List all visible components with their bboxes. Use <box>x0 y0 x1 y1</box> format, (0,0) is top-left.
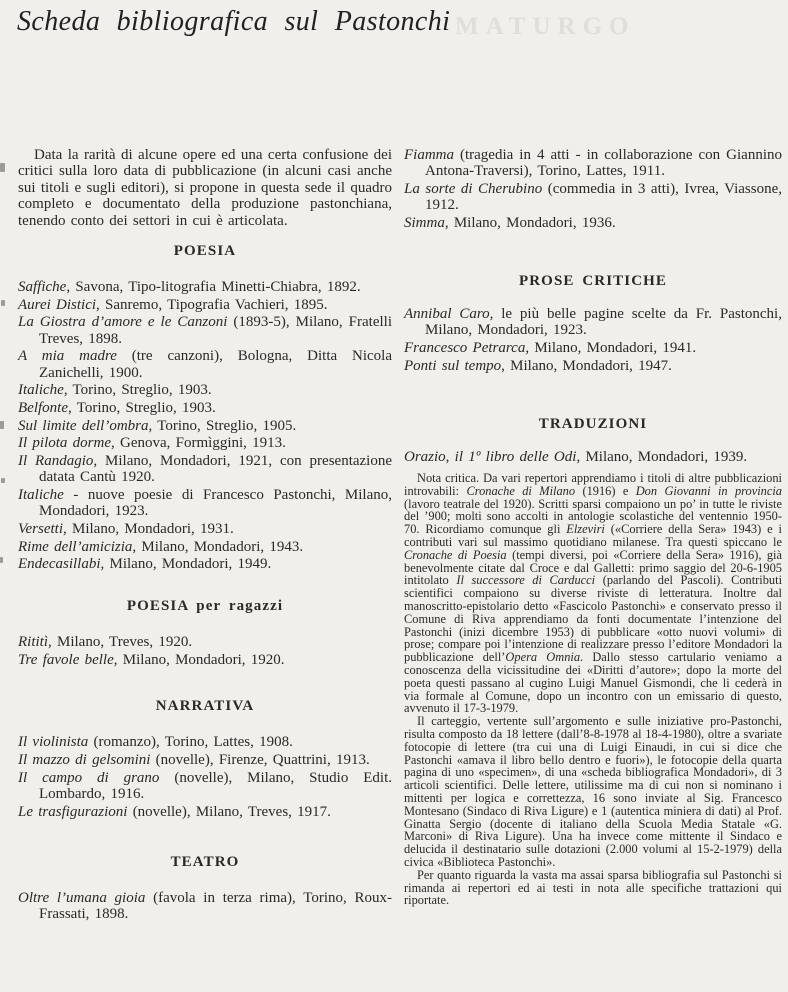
intro-paragraph: Data la rarità di alcune opere ed una certa confusione dei critici sulla loro data di pubblicazione (in alcuni casi anche sui titoli e sugli editori), si propone in questa sede il quadro completo e documentato della produzione pastonchiana, tenendo conto dei settori in cui è articolata. <box>18 147 392 229</box>
entry-details: , Milano, Mondadori, 1943. <box>132 538 304 555</box>
note-text: Per quanto riguarda la vasta ma assai sparsa bibliografia sul Pastonchi si rimanda ai repertori ed ai testi in nota alle specifiche trattazioni qui riportate. <box>404 867 782 908</box>
scan-speck <box>0 163 5 172</box>
note-text: Il carteggio, vertente sull’argomento e sulle iniziative pro-Pastonchi, risulta composto da 18 lettere (dall’8-8-1978 al 18-4-1980), oltre a svariate fotocopie di lettere (tra cui una di Luigi Einaudi, in cui si dice che Pastonchi «amava il libro bello dentro e fuori»), le fotocopie della quarta pagina di uno «specimen», di una «scheda bibliografica Mondadori», di 3 articoli scientifici. Delle lettere, utilissime ma di cui non si nominano i mittenti per logica e correttezza, 16 sono inviate al Sig. Francesco Montesano (Sindaco di Riva Ligure) e 1 (autentica miniera di dati) al Prof. Ginatta Sergio (docente di italiano della Scuola Media Statale «G. Marconi» di Riva Ligure). Una ha invece come mittente il Sindaco e delucida il destinatario sulle dotazioni (2.000 volumi al 15-2-1979) della civica «Biblioteca Pastonchi». <box>404 714 782 869</box>
entry-details: , Torino, Streglio, 1903. <box>63 382 212 399</box>
bibliography-group <box>18 890 392 922</box>
bibliography-entry <box>18 634 392 650</box>
entry-details: , Milano, Treves, 1920. <box>48 634 193 651</box>
entry-title: Il pilota dorme <box>18 435 111 452</box>
bibliography-entry <box>18 770 392 802</box>
bibliography-entry <box>18 734 392 750</box>
entry-title: Oltre l’umana gioia <box>18 889 146 906</box>
bibliography-entry <box>18 418 392 434</box>
entry-title: Francesco Petrarca <box>404 339 526 356</box>
bibliography-entry <box>404 449 782 465</box>
right-column <box>404 147 782 907</box>
entry-details: (commedia in 3 atti), Ivrea, Viassone, 1912. <box>425 180 782 214</box>
entry-details: , Savona, Tipo-litografia Minetti-Chiabra, 1892. <box>66 279 361 296</box>
note-text: (parlando del Pascoli). Contributi scientifici compaiono su diverse riviste di letteratura. Inoltre dal manoscritto-epistolario detto «Fascicolo Pastonchi» e conservato presso il Comune di Riva apprendiamo da fonti documentate l’intenzione del Pastonchi (inizi dicembre 1953) di pubblicare «otto nuovi volumi» di prose; compare poi l’intenzione di realizzare presso l’editore Mondadori la pubblicazione dell’ <box>404 573 783 665</box>
bibliography-entry <box>18 400 392 416</box>
entry-details: , Milano, Mondadori, 1949. <box>100 556 272 573</box>
entry-title: La Giostra d’amore e le Canzoni <box>18 314 228 331</box>
entry-details: - nuove poesie di Francesco Pastonchi, Milano, Mondadori, 1923. <box>39 486 392 520</box>
entry-details: , Milano, Mondadori, 1941. <box>525 339 697 356</box>
left-column <box>18 147 392 924</box>
entry-details: , Milano, Mondadori, 1921, con presentazione datata Cantù 1920. <box>39 453 392 486</box>
entry-title: Orazio, il 1º libro delle Odi <box>404 448 577 465</box>
entry-title: Il violinista <box>18 734 89 751</box>
note-paragraph <box>404 715 782 869</box>
note-title-italic: Elzeviri <box>566 522 605 537</box>
entry-title: Belfonte <box>18 399 68 416</box>
note-text: (lavoro teatrale del 1920). Scritti sparsi compaiono un po’ in tutte le riviste del ’900; molti sono accolti in antologie scolastiche del ventennio 1950-70. Ricordiamo comunque gli <box>404 496 782 537</box>
scan-speck <box>0 557 3 563</box>
section-heading-poesia-per-ragazzi: POESIA per ragazzi <box>126 598 284 615</box>
entry-title: Rititì <box>18 634 48 651</box>
bibliography-entry <box>18 556 392 572</box>
note-title-italic: Opera Omnia <box>505 650 581 665</box>
entry-details: (favola in terza rima), Torino, Roux-Frassati, 1898. <box>39 889 392 923</box>
entry-title: Italiche <box>18 382 64 399</box>
entry-details: , Milano, Mondadori, 1931. <box>63 520 234 537</box>
entry-title: Il Randagio <box>18 453 94 470</box>
entry-details: , Torino, Streglio, 1905. <box>148 417 297 434</box>
bibliography-entry <box>18 348 392 380</box>
bibliography-entry <box>18 382 392 398</box>
bibliography-group <box>18 279 392 572</box>
bibliography-entry <box>18 652 392 668</box>
entry-details: (1893-5), Milano, Fratelli Treves, 1898. <box>39 314 392 347</box>
bibliography-group <box>404 147 782 231</box>
note-paragraph <box>404 472 782 715</box>
section-heading-teatro: TEATRO <box>170 853 240 870</box>
entry-details: , Milano, Mondadori, 1947. <box>501 357 672 374</box>
bibliography-entry <box>18 435 392 451</box>
entry-title: Fiamma <box>404 147 454 163</box>
bibliography-entry <box>404 340 782 356</box>
section-heading-traduzioni: TRADUZIONI <box>538 415 648 432</box>
entry-title: Il mazzo di gelsomini <box>18 752 151 769</box>
bibliography-entry <box>404 358 782 374</box>
note-text: («Corriere della Sera» 1943) e i contributi vari sul massimo quotidiano milanese. Tra questi spiccano le <box>404 522 782 550</box>
bibliography-entry <box>18 453 392 485</box>
note-text: Nota critica. Da vari repertori apprendiamo i titoli di altre pubblicazioni introvabili: <box>404 471 782 498</box>
bibliography-entry <box>18 539 392 555</box>
entry-title: Annibal Caro <box>404 306 490 323</box>
bibliography-entry <box>404 147 782 179</box>
entry-title: Le trasfigurazioni <box>18 803 128 820</box>
bibliography-entry <box>18 752 392 768</box>
bibliography-entry <box>18 804 392 820</box>
bibliography-group <box>18 734 392 820</box>
bibliography-entry <box>18 279 392 295</box>
entry-details: (novelle), Milano, Treves, 1917. <box>127 803 331 820</box>
entry-title: Ponti sul tempo <box>404 357 502 374</box>
section-heading-poesia: POESIA <box>173 243 237 260</box>
note-text: . Dallo stesso cartulario veniamo a conoscenza della vicissitudine dei «Diritti d’autore»; dopo la morte del poeta questi passano al cugino Luigi Manuel Gismondi, che li cederà in via formale al Comune, dopo un incontro con un emissario di questo, avvenuto il 17-3-1979. <box>404 650 782 716</box>
entry-title: A mia madre <box>18 348 117 365</box>
entry-details: (novelle), Milano, Studio Edit. Lombardo, 1916. <box>39 769 392 802</box>
note-text: (1916) e <box>575 483 636 498</box>
note-title-italic: Cronache di Poesia <box>404 547 507 562</box>
entry-title: Versetti <box>18 520 63 537</box>
scan-speck <box>1 300 5 306</box>
entry-title: Il campo di grano <box>18 769 160 786</box>
entry-title: La sorte di Cherubino <box>404 180 543 197</box>
scan-speck <box>1 478 5 483</box>
bibliography-entry <box>404 215 782 231</box>
bleed-through-text: MATURGO <box>455 13 636 40</box>
entry-details: (romanzo), Torino, Lattes, 1908. <box>88 734 293 751</box>
note-title-italic: Don Giovanni in provincia <box>635 483 782 498</box>
entry-title: Rime dell’amicizia <box>18 538 133 555</box>
bibliography-group <box>404 306 782 374</box>
entry-details: , Genova, Formìggini, 1913. <box>111 435 286 452</box>
bibliography-entry <box>18 314 392 346</box>
entry-title: Tre favole belle <box>18 652 114 669</box>
bibliography-group <box>404 449 782 465</box>
entry-title: Endecasillabi <box>18 556 101 573</box>
entry-details: , Milano, Mondadori, 1936. <box>444 214 616 231</box>
bibliography-entry <box>404 306 782 338</box>
entry-details: , Milano, Mondadori, 1920. <box>113 652 285 669</box>
bibliography-entry <box>18 297 392 313</box>
entry-title: Sul limite dell’ombra <box>18 417 149 434</box>
bibliography-group <box>18 634 392 668</box>
entry-details: , Torino, Streglio, 1903. <box>67 399 216 416</box>
entry-details: , le più belle pagine scelte da Fr. Pastonchi, Milano, Mondadori, 1923. <box>425 306 782 339</box>
critical-note <box>404 472 782 907</box>
bibliography-entry <box>18 890 392 922</box>
bibliography-entry <box>18 521 392 537</box>
entry-title: Saffiche <box>18 279 67 296</box>
note-title-italic: Il successore di Carducci <box>456 573 596 588</box>
entry-details: (tragedia in 4 atti - in collaborazione con Giannino Antona-Traversi), Torino, Lattes, 1911. <box>425 147 782 180</box>
entry-details: (novelle), Firenze, Quattrini, 1913. <box>150 752 370 769</box>
bibliography-entry <box>404 181 782 213</box>
entry-title: Simma <box>404 214 445 231</box>
section-heading-prose-critiche: PROSE CRITICHE <box>518 273 667 290</box>
note-text: (tempi diversi, poi «Corriere della Sera» 1916), già benevolmente citate dal Croce e dal Galletti: primo saggio del 20-6-1905 intitolato <box>404 547 782 588</box>
section-heading-narrativa: NARRATIVA <box>155 698 255 715</box>
note-paragraph <box>404 869 782 907</box>
entry-details: , Sanremo, Tipografia Vachieri, 1895. <box>96 296 328 313</box>
page-title: Scheda bibliografica sul Pastonchi <box>17 6 451 37</box>
entry-details: (tre canzoni), Bologna, Ditta Nicola Zanichelli, 1900. <box>39 348 392 381</box>
entry-title: Italiche <box>18 486 64 503</box>
bibliography-entry <box>18 487 392 519</box>
scan-speck <box>0 421 4 429</box>
entry-details: , Milano, Mondadori, 1939. <box>576 448 748 465</box>
note-title-italic: Cronache di Milano <box>466 483 576 498</box>
entry-title: Aurei Distici <box>18 296 97 313</box>
